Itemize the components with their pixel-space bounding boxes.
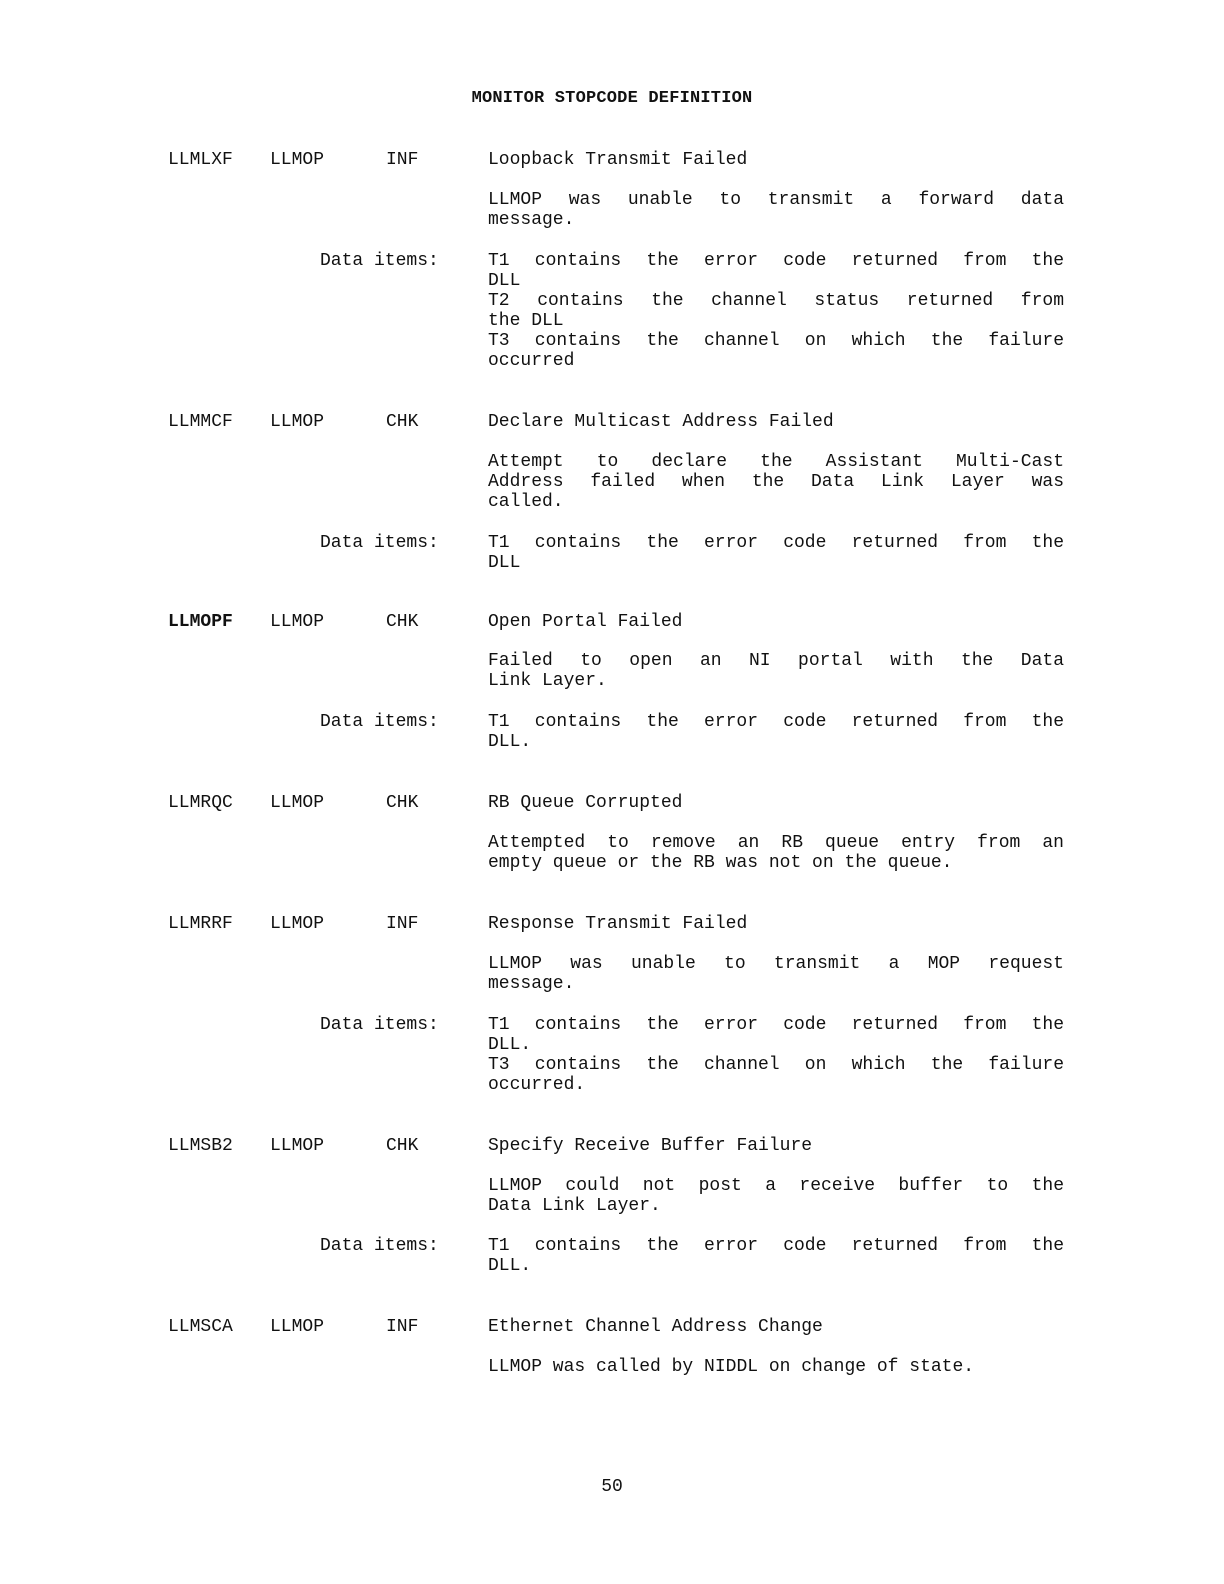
page-title: MONITOR STOPCODE DEFINITION [471, 89, 753, 108]
data-items [488, 1236, 1064, 1276]
description-line: LLMOP was unable to transmit a MOP request [488, 954, 1064, 974]
description-line: Attempted to remove an RB queue entry from an [488, 833, 1064, 853]
stopcode-description [488, 1176, 1064, 1216]
stopcode: LLMLXF [168, 150, 233, 170]
stopcode-heading: RB Queue Corrupted [488, 793, 683, 813]
page-number: 50 [601, 1477, 623, 1497]
stopcode-type: CHK [386, 412, 419, 432]
stopcode-heading: Specify Receive Buffer Failure [488, 1136, 813, 1156]
data-items [488, 533, 1064, 573]
description-line: Address failed when the Data Link Layer was [488, 472, 1064, 492]
data-item-line: T1 contains the error code returned from the [488, 712, 1064, 732]
module-name: LLMOP [270, 612, 325, 632]
data-items [488, 251, 1064, 371]
description-line: message. [488, 210, 575, 230]
description-line: Link Layer. [488, 671, 607, 691]
data-item-line: T1 contains the error code returned from the [488, 251, 1064, 271]
data-item-line: DLL. [488, 732, 532, 752]
data-items-label: Data items: [320, 1236, 439, 1256]
data-item-line: DLL. [488, 1256, 532, 1276]
module-name: LLMOP [270, 1317, 325, 1337]
data-item-line: DLL [488, 553, 521, 573]
stopcode-description [488, 954, 1064, 994]
stopcode: LLMSCA [168, 1317, 233, 1337]
stopcode: LLMSB2 [168, 1136, 233, 1156]
module-name: LLMOP [270, 150, 325, 170]
description-line: Attempt to declare the Assistant Multi-Cast [488, 452, 1064, 472]
data-item-line: occurred. [488, 1075, 586, 1095]
stopcode-type: INF [386, 150, 419, 170]
stopcode-heading: Response Transmit Failed [488, 914, 748, 934]
stopcode: LLMRRF [168, 914, 233, 934]
module-name: LLMOP [270, 412, 325, 432]
description-line: empty queue or the RB was not on the queue. [488, 853, 953, 873]
stopcode-description [488, 190, 1064, 230]
module-name: LLMOP [270, 793, 325, 813]
description-line: LLMOP was called by NIDDL on change of state. [488, 1357, 975, 1377]
description-line: Data Link Layer. [488, 1196, 661, 1216]
stopcode-description [488, 833, 1064, 873]
description-line: Failed to open an NI portal with the Data [488, 651, 1064, 671]
stopcode-type: INF [386, 1317, 419, 1337]
stopcode-type: CHK [386, 1136, 419, 1156]
data-item-line: occurred [488, 351, 575, 371]
stopcode-description [488, 452, 1064, 512]
stopcode-heading: Declare Multicast Address Failed [488, 412, 834, 432]
data-item-line: the DLL [488, 311, 564, 331]
description-line: called. [488, 492, 564, 512]
data-item-line: DLL. [488, 1035, 532, 1055]
module-name: LLMOP [270, 914, 325, 934]
module-name: LLMOP [270, 1136, 325, 1156]
stopcode: LLMMCF [168, 412, 233, 432]
data-item-line: T1 contains the error code returned from the [488, 533, 1064, 553]
stopcode-heading: Ethernet Channel Address Change [488, 1317, 823, 1337]
data-items-label: Data items: [320, 1015, 439, 1035]
description-line: message. [488, 974, 575, 994]
stopcode-type: CHK [386, 793, 419, 813]
stopcode: LLMRQC [168, 793, 233, 813]
data-item-line: T2 contains the channel status returned from [488, 291, 1064, 311]
data-item-line: T3 contains the channel on which the failure [488, 331, 1064, 351]
description-line: LLMOP could not post a receive buffer to the [488, 1176, 1064, 1196]
data-item-line: T1 contains the error code returned from the [488, 1236, 1064, 1256]
data-items [488, 1015, 1064, 1095]
data-item-line: DLL [488, 271, 521, 291]
data-items-label: Data items: [320, 533, 439, 553]
data-items-label: Data items: [320, 251, 439, 271]
stopcode-description [488, 1357, 1064, 1377]
stopcode-heading: Loopback Transmit Failed [488, 150, 748, 170]
data-item-line: T1 contains the error code returned from the [488, 1015, 1064, 1035]
data-items [488, 712, 1064, 752]
stopcode-heading: Open Portal Failed [488, 612, 683, 632]
stopcode-description [488, 651, 1064, 691]
stopcode: LLMOPF [168, 612, 233, 632]
stopcode-type: INF [386, 914, 419, 934]
data-item-line: T3 contains the channel on which the failure [488, 1055, 1064, 1075]
description-line: LLMOP was unable to transmit a forward data [488, 190, 1064, 210]
data-items-label: Data items: [320, 712, 439, 732]
stopcode-type: CHK [386, 612, 419, 632]
